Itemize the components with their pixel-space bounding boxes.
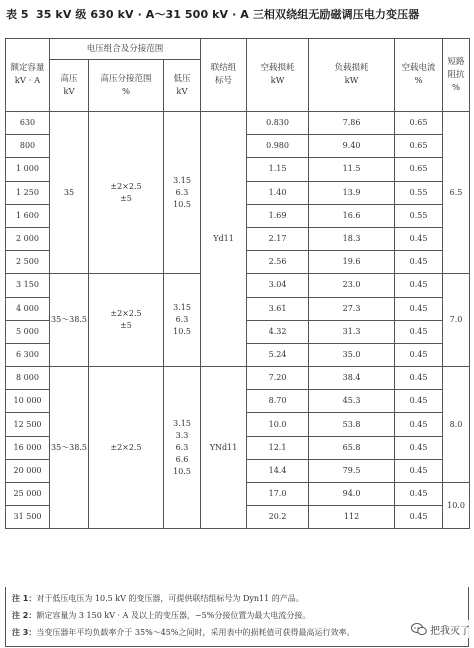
chat-bubble-icon [411,622,427,636]
cell-load-loss: 38.4 [309,367,395,390]
header-no-load-current: 空载电流 % [395,39,443,112]
header-lv: 低压 kV [164,60,201,112]
cell-capacity: 12 500 [6,413,50,436]
cell-no-load-loss: 3.04 [247,274,309,297]
note-item: 注 3：当变压器年平均负载率介于 35%～45%之间时，采用表中的损耗值可获得最高运行效率。 [12,628,355,637]
header-load-loss: 负载损耗 kW [309,39,395,112]
cell-capacity: 6 300 [6,343,50,366]
cell-lv: 3.15 6.3 10.5 [164,274,201,367]
header-tap-range: 高压分接范围 % [89,60,164,112]
cell-hv: 35 [50,112,89,274]
cell-load-loss: 7.86 [309,112,395,135]
watermark [409,620,470,638]
header-vector-group: 联结组 标号 [201,39,247,112]
header-impedance: 短路 阻抗 % [443,39,470,112]
cell-capacity: 1 000 [6,158,50,181]
cell-no-load-current: 0.45 [395,343,443,366]
cell-hv: 35～38.5 [50,274,89,367]
watermark-text: 把我灭了 [430,625,470,637]
cell-impedance: 8.0 [443,367,470,483]
cell-capacity: 4 000 [6,297,50,320]
table-row [6,367,470,390]
table-title [0,4,474,26]
cell-no-load-current: 0.55 [395,204,443,227]
cell-load-loss: 53.8 [309,413,395,436]
header-no-load-loss: 空载损耗 kW [247,39,309,112]
cell-no-load-current: 0.45 [395,506,443,529]
cell-no-load-loss: 4.32 [247,320,309,343]
cell-load-loss: 31.3 [309,320,395,343]
cell-no-load-loss: 1.69 [247,204,309,227]
note-item: 注 1：对于低压电压为 10.5 kV 的变压器，可提供联结组标号为 Dyn11 的产品。 [12,594,304,603]
note-item: 注 2：额定容量为 3 150 kV · A 及以上的变压器，−5%分接位置为最大电流分接。 [12,611,311,620]
header-hv: 高压 kV [50,60,89,112]
cell-load-loss: 65.8 [309,436,395,459]
cell-no-load-current: 0.45 [395,320,443,343]
cell-no-load-current: 0.45 [395,459,443,482]
cell-load-loss: 112 [309,506,395,529]
cell-capacity: 800 [6,135,50,158]
cell-no-load-current: 0.45 [395,227,443,250]
cell-capacity: 1 250 [6,181,50,204]
cell-load-loss: 94.0 [309,483,395,506]
cell-load-loss: 45.3 [309,390,395,413]
cell-tap-range: ±2×2.5 ±5 [89,112,164,274]
table-caption: 35 kV 级 630 kV · A～31 500 kV · A 三相双绕组无励磁调压电力变压器 [36,8,420,21]
cell-lv: 3.15 6.3 10.5 [164,112,201,274]
cell-capacity: 2 500 [6,251,50,274]
cell-impedance: 10.0 [443,483,470,529]
cell-tap-range: ±2×2.5 [89,367,164,529]
transformer-spec-table [5,38,470,529]
table-notes [5,587,469,647]
cell-capacity: 25 000 [6,483,50,506]
cell-impedance: 7.0 [443,274,470,367]
cell-no-load-loss: 20.2 [247,506,309,529]
cell-load-loss: 79.5 [309,459,395,482]
cell-load-loss: 19.6 [309,251,395,274]
cell-no-load-loss: 8.70 [247,390,309,413]
cell-no-load-loss: 1.15 [247,158,309,181]
cell-load-loss: 16.6 [309,204,395,227]
cell-hv: 35～38.5 [50,367,89,529]
cell-tap-range: ±2×2.5 ±5 [89,274,164,367]
cell-load-loss: 23.0 [309,274,395,297]
cell-no-load-loss: 7.20 [247,367,309,390]
cell-capacity: 630 [6,112,50,135]
cell-no-load-loss: 10.0 [247,413,309,436]
header-rated-capacity: 额定容量 kV · A [6,39,50,112]
cell-no-load-loss: 1.40 [247,181,309,204]
cell-load-loss: 35.0 [309,343,395,366]
cell-no-load-current: 0.55 [395,181,443,204]
cell-no-load-current: 0.65 [395,158,443,181]
cell-capacity: 8 000 [6,367,50,390]
cell-no-load-loss: 17.0 [247,483,309,506]
cell-no-load-current: 0.45 [395,274,443,297]
cell-no-load-current: 0.45 [395,483,443,506]
cell-no-load-current: 0.65 [395,112,443,135]
table-row [6,112,470,135]
cell-capacity: 31 500 [6,506,50,529]
cell-no-load-loss: 2.17 [247,227,309,250]
cell-load-loss: 13.9 [309,181,395,204]
cell-load-loss: 27.3 [309,297,395,320]
cell-no-load-current: 0.45 [395,436,443,459]
cell-load-loss: 9.40 [309,135,395,158]
cell-no-load-loss: 0.830 [247,112,309,135]
table-number: 表 5 [6,8,29,21]
cell-capacity: 1 600 [6,204,50,227]
cell-no-load-current: 0.45 [395,413,443,436]
cell-vector-group: YNd11 [201,367,247,529]
cell-no-load-current: 0.45 [395,297,443,320]
cell-load-loss: 11.5 [309,158,395,181]
cell-vector-group: Yd11 [201,112,247,367]
cell-no-load-loss: 3.61 [247,297,309,320]
table-header [6,39,470,112]
cell-lv: 3.15 3.3 6.3 6.6 10.5 [164,367,201,529]
header-voltage-group: 电压组合及分接范围 [50,39,201,60]
cell-no-load-current: 0.45 [395,390,443,413]
cell-no-load-current: 0.45 [395,367,443,390]
cell-no-load-loss: 12.1 [247,436,309,459]
cell-no-load-current: 0.45 [395,251,443,274]
cell-no-load-current: 0.65 [395,135,443,158]
cell-impedance: 6.5 [443,112,470,274]
cell-no-load-loss: 5.24 [247,343,309,366]
cell-capacity: 10 000 [6,390,50,413]
cell-capacity: 3 150 [6,274,50,297]
cell-no-load-loss: 0.980 [247,135,309,158]
table-body [6,112,470,529]
cell-capacity: 2 000 [6,227,50,250]
cell-no-load-loss: 14.4 [247,459,309,482]
cell-capacity: 20 000 [6,459,50,482]
cell-no-load-loss: 2.56 [247,251,309,274]
cell-capacity: 5 000 [6,320,50,343]
cell-capacity: 16 000 [6,436,50,459]
cell-load-loss: 18.3 [309,227,395,250]
